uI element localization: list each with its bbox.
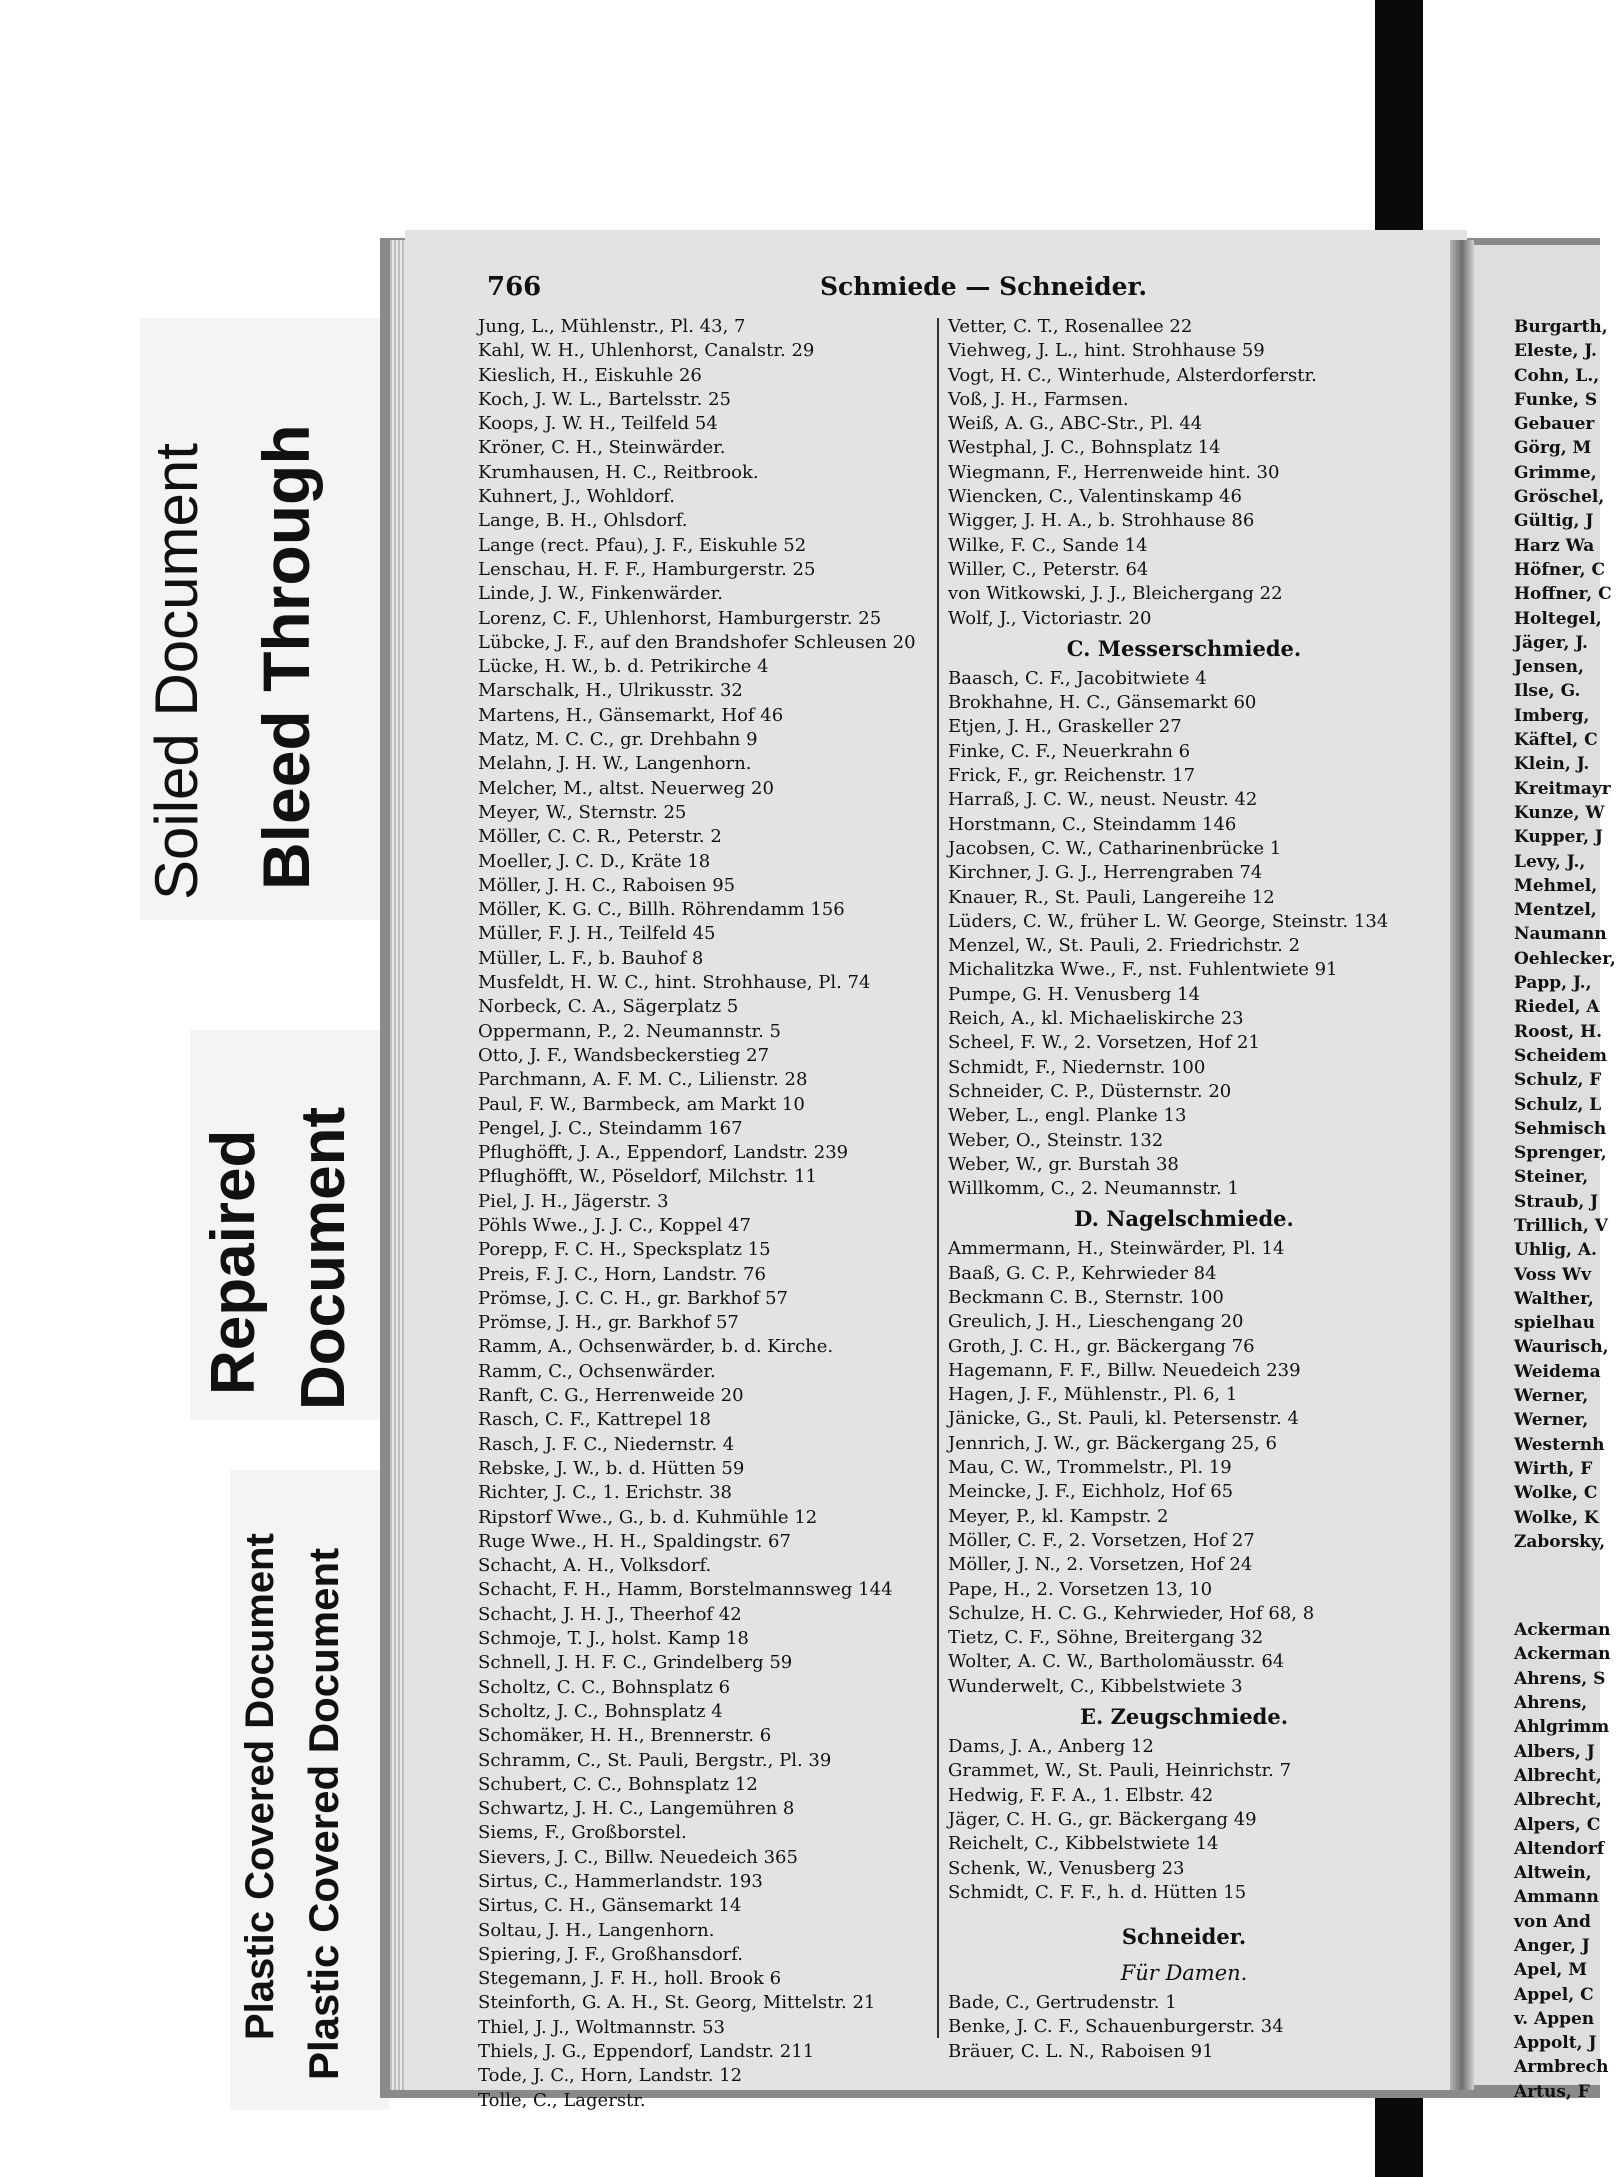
- directory-entry: Marschalk, H., Ulrikusstr. 32: [478, 680, 743, 702]
- truncated-entry: Imberg,: [1514, 705, 1590, 726]
- directory-entry: Pöhls Wwe., J. J. C., Koppel 47: [478, 1214, 751, 1236]
- directory-entry: Müller, F. J. H., Teilfeld 45: [478, 923, 716, 945]
- directory-entry: Finke, C. F., Neuerkrahn 6: [948, 740, 1191, 762]
- directory-entry: Moeller, J. C. D., Kräte 18: [478, 850, 711, 872]
- directory-entry: Schnell, J. H. F. C., Grindelberg 59: [478, 1652, 793, 1674]
- directory-entry: Rasch, C. F., Kattrepel 18: [478, 1409, 711, 1431]
- directory-entry: Wolter, A. C. W., Bartholomäusstr. 64: [948, 1651, 1285, 1673]
- directory-entry: Schulze, H. C. G., Kehrwieder, Hof 68, 8: [948, 1602, 1315, 1624]
- directory-entry: Wolf, J., Victoriastr. 20: [948, 607, 1152, 629]
- directory-entry: Wunderwelt, C., Kibbelstwiete 3: [948, 1675, 1243, 1697]
- directory-entry: Sievers, J. C., Billw. Neuedeich 365: [478, 1846, 798, 1868]
- truncated-entry: Käftel, C: [1514, 730, 1598, 751]
- directory-entry: Beckmann C. B., Sternstr. 100: [948, 1286, 1224, 1308]
- directory-entry: Weiß, A. G., ABC-Str., Pl. 44: [948, 413, 1203, 435]
- directory-entry: Jänicke, G., St. Pauli, kl. Petersenstr. 4: [948, 1408, 1299, 1430]
- directory-entry: Scheel, F. W., 2. Vorsetzen, Hof 21: [948, 1032, 1260, 1054]
- directory-entry: Meincke, J. F., Eichholz, Hof 65: [948, 1481, 1234, 1503]
- truncated-entry: Wirth, F: [1514, 1458, 1593, 1479]
- right-page-column: [1514, 315, 1616, 2104]
- truncated-entry: Riedel, A: [1514, 997, 1600, 1018]
- truncated-entry: Waurisch,: [1514, 1337, 1609, 1358]
- truncated-entry: Werner,: [1514, 1410, 1589, 1431]
- truncated-entry: Albrecht,: [1514, 1765, 1602, 1786]
- section-heading-schneider: Schneider.: [1121, 1924, 1247, 1950]
- directory-entry: Bade, C., Gertrudenstr. 1: [948, 1992, 1177, 2014]
- truncated-entry: Gültig, J: [1514, 511, 1594, 532]
- truncated-entry: Armbrech: [1514, 2057, 1609, 2078]
- directory-entry: Vetter, C. T., Rosenallee 22: [948, 316, 1193, 337]
- directory-entry: Schwartz, J. H. C., Langemühren 8: [478, 1798, 795, 1820]
- directory-entry: Pape, H., 2. Vorsetzen 13, 10: [948, 1578, 1213, 1600]
- truncated-entry: Roost, H.: [1514, 1021, 1603, 1042]
- directory-entry: Michalitzka Wwe., F., nst. Fuhlentwiete 91: [948, 959, 1338, 981]
- truncated-entry: Klein, J.: [1514, 754, 1590, 775]
- nagelschmiede-list: [948, 1237, 1420, 1699]
- left-column: [478, 315, 948, 2113]
- directory-entry: Jacobsen, C. W., Catharinenbrücke 1: [948, 837, 1282, 859]
- directory-entry: Melcher, M., altst. Neuerweg 20: [478, 777, 774, 799]
- directory-entry: Soltau, J. H., Langenhorn.: [478, 1919, 715, 1941]
- directory-entry: Menzel, W., St. Pauli, 2. Friedrichstr. 2: [948, 935, 1301, 957]
- repaired-label: Repaired: [199, 1129, 268, 1395]
- directory-entry: Bräuer, C. L. N., Raboisen 91: [948, 2040, 1214, 2062]
- directory-entry: Sirtus, C., Hammerlandstr. 193: [478, 1871, 763, 1892]
- truncated-entry: Appolt, J: [1514, 2033, 1597, 2054]
- repaired-document-label: Document: [289, 1106, 358, 1410]
- directory-entry: Porepp, F. C. H., Specksplatz 15: [478, 1239, 771, 1261]
- truncated-entry: Sprenger,: [1514, 1143, 1607, 1164]
- directory-entry: Schacht, J. H. J., Theerhof 42: [478, 1603, 742, 1625]
- truncated-entry: Trillich, V: [1514, 1215, 1608, 1236]
- truncated-entry: Naumann: [1514, 924, 1607, 945]
- directory-entry: Weber, L., engl. Planke 13: [948, 1105, 1187, 1127]
- directory-entry: Lorenz, C. F., Uhlenhorst, Hamburgerstr. 25: [478, 607, 882, 629]
- directory-entry: Harraß, J. C. W., neust. Neustr. 42: [948, 789, 1258, 811]
- directory-entry: Meyer, P., kl. Kampstr. 2: [948, 1505, 1169, 1527]
- truncated-entry: Höfner, C: [1514, 559, 1605, 580]
- truncated-entry: Eleste, J.: [1514, 341, 1597, 362]
- directory-entry: Lange, B. H., Ohlsdorf.: [478, 510, 688, 532]
- truncated-entry: Voss Wv: [1514, 1264, 1591, 1285]
- truncated-entry: Appel, C: [1514, 1984, 1594, 2005]
- directory-entry: Spiering, J. F., Großhansdorf.: [478, 1943, 743, 1965]
- directory-entry: Jäger, C. H. G., gr. Bäckergang 49: [948, 1808, 1257, 1830]
- truncated-entry: Levy, J.,: [1514, 851, 1586, 872]
- directory-entry: Otto, J. F., Wandsbeckerstieg 27: [478, 1044, 770, 1066]
- directory-entry: Wiegmann, F., Herrenweide hint. 30: [948, 461, 1280, 483]
- directory-entry: Dams, J. A., Anberg 12: [948, 1736, 1154, 1758]
- directory-entry: Melahn, J. H. W., Langenhorn.: [478, 753, 752, 775]
- directory-entry: Kirchner, J. G. J., Herrengraben 74: [948, 862, 1263, 884]
- truncated-entry: Harz Wa: [1514, 535, 1595, 556]
- directory-entry: Lange (rect. Pfau), J. F., Eiskuhle 52: [478, 534, 807, 556]
- directory-entry: Schubert, C. C., Bohnsplatz 12: [478, 1773, 758, 1795]
- right-top-list: [1514, 315, 1616, 1554]
- truncated-entry: Straub, J: [1514, 1191, 1599, 1212]
- directory-entry: Weber, W., gr. Burstah 38: [948, 1153, 1179, 1175]
- directory-entry: Martens, H., Gänsemarkt, Hof 46: [478, 704, 784, 726]
- truncated-entry: Ilse, G.: [1514, 681, 1581, 702]
- truncated-entry: Albers, J: [1514, 1741, 1595, 1762]
- truncated-entry: Schulz, F: [1514, 1070, 1602, 1091]
- directory-entry: Lüders, C. W., früher L. W. George, Steinstr. 134: [948, 910, 1389, 932]
- directory-entry: Möller, C. F., 2. Vorsetzen, Hof 27: [948, 1529, 1255, 1551]
- truncated-entry: Walther,: [1514, 1288, 1594, 1309]
- directory-entry: Scholtz, J. C., Bohnsplatz 4: [478, 1700, 723, 1722]
- truncated-entry: Kunze, W: [1514, 802, 1605, 823]
- directory-entry: Schmidt, F., Niedernstr. 100: [948, 1056, 1206, 1078]
- directory-entry: Richter, J. C., 1. Erichstr. 38: [478, 1482, 733, 1504]
- plastic-covered-label-outer: Plastic Covered Document: [238, 1533, 282, 2040]
- truncated-entry: Albrecht,: [1514, 1790, 1602, 1811]
- truncated-entry: Steiner,: [1514, 1167, 1589, 1188]
- directory-entry: Matz, M. C. C., gr. Drehbahn 9: [478, 729, 758, 751]
- directory-entry: Schenk, W., Venusberg 23: [948, 1857, 1185, 1879]
- truncated-entry: Schulz, L: [1514, 1094, 1602, 1115]
- directory-entry: Koops, J. W. H., Teilfeld 54: [478, 413, 718, 435]
- directory-entry: Kuhnert, J., Wohldorf.: [478, 486, 675, 508]
- directory-entry: Westphal, J. C., Bohnsplatz 14: [948, 437, 1221, 459]
- section-subheading-fuer-damen: Für Damen.: [1120, 1961, 1248, 1986]
- truncated-entry: Kreitmayr: [1514, 778, 1611, 799]
- directory-entry: Ramm, C., Ochsenwärder.: [478, 1360, 716, 1382]
- directory-entry: Norbeck, C. A., Sägerplatz 5: [478, 996, 739, 1018]
- directory-entry: Wiencken, C., Valentinskamp 46: [948, 486, 1242, 508]
- truncated-entry: Jensen,: [1514, 657, 1584, 678]
- truncated-entry: Papp, J.,: [1514, 973, 1592, 994]
- truncated-entry: Hoffner, C: [1514, 584, 1612, 605]
- directory-entry: Wigger, J. H. A., b. Strohhause 86: [948, 510, 1255, 532]
- directory-entry: Möller, J. H. C., Raboisen 95: [478, 874, 736, 896]
- truncated-entry: Cohn, L.,: [1514, 365, 1600, 386]
- directory-entry: Möller, J. N., 2. Vorsetzen, Hof 24: [948, 1554, 1253, 1576]
- directory-entry: Preis, F. J. C., Horn, Landstr. 76: [478, 1263, 766, 1285]
- directory-entry: Rebske, J. W., b. d. Hütten 59: [478, 1457, 745, 1479]
- section-heading-nagelschmiede: D. Nagelschmiede.: [1074, 1206, 1294, 1232]
- bleed-through-label: Bleed Through: [249, 424, 323, 890]
- truncated-entry: Ackerman: [1514, 1644, 1611, 1665]
- truncated-entry: Oehlecker,: [1514, 948, 1616, 969]
- directory-entry: Pengel, J. C., Steindamm 167: [478, 1117, 743, 1139]
- truncated-entry: Ahrens, S: [1514, 1668, 1606, 1689]
- directory-entry: Schneider, C. P., Düsternstr. 20: [948, 1080, 1232, 1102]
- directory-entry: Hedwig, F. F. A., 1. Elbstr. 42: [948, 1784, 1214, 1806]
- directory-entry: Lücke, H. W., b. d. Petrikirche 4: [478, 656, 769, 678]
- directory-entry: Thiel, J. J., Woltmannstr. 53: [478, 2016, 725, 2038]
- directory-entry: Möller, C. C. R., Peterstr. 2: [478, 826, 722, 848]
- directory-entry: Wilke, F. C., Sande 14: [948, 534, 1148, 556]
- directory-entry: Jennrich, J. W., gr. Bäckergang 25, 6: [948, 1432, 1278, 1454]
- directory-entry: Benke, J. C. F., Schauenburgerstr. 34: [948, 2016, 1284, 2038]
- directory-entry: Schacht, F. H., Hamm, Borstelmannsweg 144: [478, 1579, 893, 1601]
- truncated-entry: Weidema: [1514, 1361, 1601, 1382]
- directory-entry: Schacht, A. H., Volksdorf.: [478, 1555, 712, 1577]
- directory-entry: Piel, J. H., Jägerstr. 3: [478, 1190, 669, 1212]
- truncated-entry: Artus, F: [1514, 2081, 1590, 2102]
- truncated-entry: Ahlgrimm: [1514, 1717, 1610, 1738]
- plastic-covered-label-inner: Plastic Covered Document: [300, 1547, 347, 2080]
- directory-entry: von Witkowski, J. J., Bleichergang 22: [948, 583, 1283, 605]
- directory-entry: Groth, J. C. H., gr. Bäckergang 76: [948, 1335, 1255, 1357]
- truncated-entry: Mentzel,: [1514, 900, 1597, 921]
- middle-top-list: [948, 315, 1420, 631]
- directory-entry: Krumhausen, H. C., Reitbrook.: [478, 461, 759, 483]
- truncated-entry: Ahrens,: [1514, 1693, 1588, 1714]
- directory-entry: Kröner, C. H., Steinwärder.: [478, 437, 726, 459]
- directory-entry: Stegemann, J. F. H., holl. Brook 6: [478, 1968, 782, 1990]
- truncated-entry: Holtegel,: [1514, 608, 1602, 629]
- directory-entry: Pflughöfft, J. A., Eppendorf, Landstr. 239: [478, 1142, 849, 1164]
- directory-entry: Scholtz, C. C., Bohnsplatz 6: [478, 1676, 731, 1698]
- directory-entry: Steinforth, G. A. H., St. Georg, Mittelstr. 21: [478, 1992, 876, 2014]
- directory-entry: Prömse, J. C. C. H., gr. Barkhof 57: [478, 1287, 789, 1309]
- truncated-entry: spielhau: [1514, 1313, 1595, 1334]
- right-bottom-list: [1514, 1618, 1611, 2104]
- directory-entry: Sirtus, C. H., Gänsemarkt 14: [478, 1895, 742, 1917]
- truncated-entry: Kupper, J: [1514, 827, 1603, 848]
- directory-entry: Ruge Wwe., H. H., Spaldingstr. 67: [478, 1530, 791, 1552]
- directory-entry: Hagemann, F. F., Billw. Neuedeich 239: [948, 1359, 1301, 1381]
- truncated-entry: Mehmel,: [1514, 875, 1598, 896]
- directory-entry: Willkomm, C., 2. Neumannstr. 1: [948, 1178, 1239, 1200]
- truncated-entry: Gebauer: [1514, 414, 1595, 435]
- directory-entry: Schomäker, H. H., Brennerstr. 6: [478, 1725, 772, 1747]
- directory-entry: Baaß, G. C. P., Kehrwieder 84: [948, 1262, 1217, 1284]
- right-page: [1474, 245, 1616, 2102]
- directory-entry: Koch, J. W. L., Bartelsstr. 25: [478, 388, 731, 410]
- truncated-entry: Apel, M: [1514, 1960, 1588, 1981]
- directory-entry: Parchmann, A. F. M. C., Lilienstr. 28: [478, 1069, 808, 1091]
- directory-entry: Etjen, J. H., Graskeller 27: [948, 716, 1182, 738]
- directory-entry: Linde, J. W., Finkenwärder.: [478, 583, 723, 605]
- directory-entry: Müller, L. F., b. Bauhof 8: [478, 947, 704, 969]
- directory-entry: Mau, C. W., Trommelstr., Pl. 19: [948, 1457, 1232, 1479]
- directory-entry: Tolle, C., Lagerstr.: [478, 2089, 646, 2111]
- directory-entry: Horstmann, C., Steindamm 146: [948, 813, 1237, 835]
- directory-entry: Willer, C., Peterstr. 64: [948, 558, 1149, 580]
- truncated-entry: Werner,: [1514, 1386, 1589, 1407]
- directory-entry: Paul, F. W., Barmbeck, am Markt 10: [478, 1093, 805, 1115]
- directory-entry: Prömse, J. H., gr. Barkhof 57: [478, 1312, 739, 1334]
- directory-entry: Greulich, J. H., Lieschengang 20: [948, 1311, 1244, 1333]
- directory-entry: Pumpe, G. H. Venusberg 14: [948, 983, 1201, 1005]
- directory-entry: Reich, A., kl. Michaeliskirche 23: [948, 1008, 1244, 1030]
- book-gutter: [1450, 240, 1474, 2090]
- truncated-entry: Wolke, K: [1514, 1507, 1599, 1528]
- directory-entry: Weber, O., Steinstr. 132: [948, 1129, 1164, 1151]
- truncated-entry: Grimme,: [1514, 462, 1597, 483]
- zeugschmiede-list: [948, 1735, 1420, 1905]
- truncated-entry: Zaborsky,: [1514, 1531, 1606, 1552]
- truncated-entry: Uhlig, A.: [1514, 1240, 1597, 1261]
- directory-entry: Knauer, R., St. Pauli, Langereihe 12: [948, 886, 1275, 908]
- directory-entry: Ramm, A., Ochsenwärder, b. d. Kirche.: [478, 1336, 834, 1358]
- directory-entry: Lübcke, J. F., auf den Brandshofer Schleusen 20: [478, 631, 916, 653]
- directory-entry: Ranft, C. G., Herrenweide 20: [478, 1385, 744, 1407]
- directory-entry: Schramm, C., St. Pauli, Bergstr., Pl. 39: [478, 1749, 832, 1771]
- middle-column: [948, 315, 1420, 2064]
- directory-entry: Kieslich, H., Eiskuhle 26: [478, 364, 702, 386]
- directory-entry: Meyer, W., Sternstr. 25: [478, 801, 687, 823]
- directory-entry: Frick, F., gr. Reichenstr. 17: [948, 765, 1196, 787]
- directory-entry: Hagen, J. F., Mühlenstr., Pl. 6, 1: [948, 1384, 1238, 1406]
- directory-entry: Tode, J. C., Horn, Landstr. 12: [478, 2065, 743, 2087]
- truncated-entry: Alpers, C: [1514, 1814, 1601, 1835]
- directory-entry: Pflughöfft, W., Pöseldorf, Milchstr. 11: [478, 1166, 818, 1188]
- directory-entry: Reichelt, C., Kibbelstwiete 14: [948, 1833, 1219, 1855]
- directory-entry: Jung, L., Mühlenstr., Pl. 43, 7: [478, 316, 746, 337]
- directory-entry: Schmidt, C. F. F., h. d. Hütten 15: [948, 1881, 1247, 1903]
- section-heading-messerschmiede: C. Messerschmiede.: [1066, 635, 1302, 661]
- truncated-entry: Altendorf: [1514, 1838, 1605, 1859]
- directory-entry: Viehweg, J. L., hint. Strohhause 59: [948, 340, 1265, 362]
- directory-entry: Schmoje, T. J., holst. Kamp 18: [478, 1628, 749, 1650]
- truncated-entry: Funke, S: [1514, 389, 1598, 410]
- schneider-list: [948, 1991, 1420, 2064]
- truncated-entry: Burgarth,: [1514, 317, 1608, 337]
- truncated-entry: v. Appen: [1514, 2008, 1595, 2029]
- directory-entry: Musfeldt, H. W. C., hint. Strohhause, Pl. 74: [478, 972, 871, 994]
- truncated-entry: Görg, M: [1514, 438, 1592, 459]
- truncated-entry: Gröschel,: [1514, 487, 1605, 508]
- directory-entry: Baasch, C. F., Jacobitwiete 4: [948, 667, 1207, 689]
- page-number: 766: [487, 272, 542, 302]
- section-heading-zeugschmiede: E. Zeugschmiede.: [1079, 1704, 1289, 1730]
- directory-entry: Voß, J. H., Farmsen.: [948, 388, 1129, 410]
- directory-entry: Brokhahne, H. C., Gänsemarkt 60: [948, 692, 1257, 714]
- directory-entry: Kahl, W. H., Uhlenhorst, Canalstr. 29: [478, 340, 815, 362]
- directory-entry: Lenschau, H. F. F., Hamburgerstr. 25: [478, 558, 816, 580]
- directory-entry: Ammermann, H., Steinwärder, Pl. 14: [948, 1238, 1285, 1260]
- directory-entry: Grammet, W., St. Pauli, Heinrichstr. 7: [948, 1760, 1292, 1782]
- directory-entry: Ripstorf Wwe., G., b. d. Kuhmühle 12: [478, 1506, 818, 1528]
- truncated-entry: Altwein,: [1514, 1863, 1592, 1884]
- truncated-entry: Wolke, C: [1514, 1483, 1598, 1504]
- truncated-entry: Anger, J: [1514, 1936, 1590, 1956]
- truncated-entry: Ackerman: [1514, 1620, 1611, 1641]
- truncated-entry: Westernh: [1514, 1434, 1605, 1455]
- directory-entry: Vogt, H. C., Winterhude, Alsterdorferstr.: [948, 364, 1317, 386]
- truncated-entry: Sehmisch: [1514, 1118, 1607, 1139]
- truncated-entry: Scheidem: [1514, 1045, 1607, 1066]
- directory-entry: Möller, K. G. C., Billh. Röhrendamm 156: [478, 899, 845, 921]
- soiled-document-label: Soiled Document: [143, 443, 210, 900]
- directory-entry: Oppermann, P., 2. Neumannstr. 5: [478, 1020, 781, 1042]
- messerschmiede-list: [948, 667, 1420, 1202]
- truncated-entry: Jäger, J.: [1514, 632, 1588, 653]
- directory-entry: Tietz, C. F., Söhne, Breitergang 32: [948, 1627, 1264, 1649]
- truncated-entry: von And: [1514, 1911, 1591, 1932]
- directory-entry: Siems, F., Großborstel.: [478, 1822, 687, 1844]
- directory-entry: Thiels, J. G., Eppendorf, Landstr. 211: [478, 2041, 815, 2063]
- directory-entry: Rasch, J. F. C., Niedernstr. 4: [478, 1433, 735, 1455]
- truncated-entry: Ammann: [1514, 1887, 1599, 1908]
- page-header: Schmiede — Schneider.: [820, 272, 1148, 301]
